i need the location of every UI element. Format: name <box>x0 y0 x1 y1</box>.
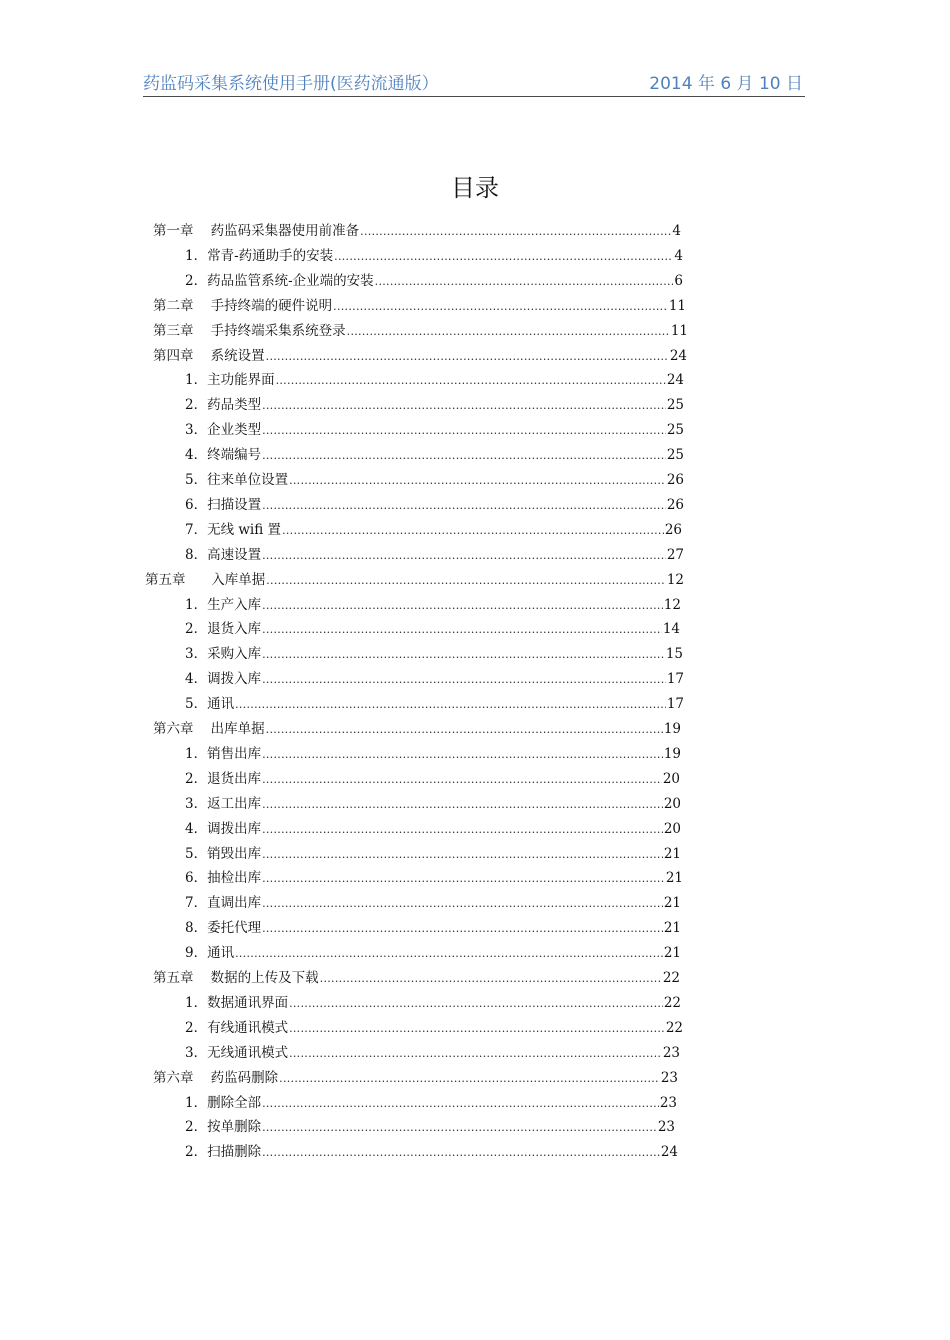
toc-entry-label: 5．往来单位设置 <box>185 472 289 488</box>
toc-entry-page-number: 25 <box>666 397 684 414</box>
toc-entry-page-number: 19 <box>663 721 681 737</box>
toc-entry-label: 4．调拨入库 <box>185 671 262 688</box>
toc-heading: 目录 <box>451 174 499 202</box>
toc-entry-page-number: 24 <box>660 1144 678 1161</box>
toc-entry-label: 1．生产入库 <box>185 596 262 613</box>
toc-entry-label: 5．销毁出库 <box>185 845 262 862</box>
toc-entry-page-number: 23 <box>657 1119 675 1136</box>
toc-entry[interactable] <box>185 619 680 639</box>
toc-dot-leader <box>334 247 673 267</box>
toc-entry-page-number: 26 <box>666 496 684 513</box>
toc-entry-page-number: 4 <box>672 223 681 239</box>
toc-entry-label: 2．扫描删除 <box>185 1144 262 1161</box>
toc-entry-page-number: 24 <box>669 347 687 364</box>
toc-dot-leader <box>262 645 665 665</box>
toc-entry[interactable] <box>185 595 681 615</box>
toc-entry-label: 5．通讯 <box>185 696 235 713</box>
toc-entry-page-number: 21 <box>663 845 681 862</box>
document-date: 2014 年 6 月 10 日 <box>649 74 803 94</box>
toc-entry-label: 第六章 药监码删除 <box>153 1069 279 1086</box>
toc-entry-label: 1．删除全部 <box>185 1094 262 1111</box>
toc-entry-page-number: 22 <box>662 970 680 986</box>
toc-entry-label: 3．企业类型 <box>185 422 262 439</box>
toc-entry-page-number: 24 <box>666 372 684 389</box>
toc-entry[interactable] <box>185 744 681 764</box>
toc-entry-label: 2．退货出库 <box>185 770 262 787</box>
toc-entry[interactable] <box>185 445 684 465</box>
toc-entry-page-number: 4 <box>674 247 683 264</box>
toc-entry-page-number: 23 <box>659 1094 677 1111</box>
toc-entry[interactable] <box>185 370 684 390</box>
toc-entry[interactable] <box>145 570 684 590</box>
toc-entry-page-number: 15 <box>665 646 683 663</box>
toc-entry[interactable] <box>185 545 684 565</box>
toc-entry-label: 6．抽检出库 <box>185 870 262 887</box>
toc-entry-label: 2．药品类型 <box>185 397 262 414</box>
toc-entry[interactable] <box>185 918 681 938</box>
toc-dot-leader <box>262 620 662 640</box>
toc-entry-label: 1．销售出库 <box>185 745 262 762</box>
toc-entry-label: 1．主功能界面 <box>185 372 275 389</box>
toc-dot-leader <box>262 396 666 416</box>
toc-entry[interactable] <box>185 993 681 1013</box>
toc-entry[interactable] <box>153 1068 678 1088</box>
toc-dot-leader <box>262 496 666 516</box>
toc-entry-page-number: 22 <box>665 1019 683 1036</box>
toc-entry[interactable] <box>185 271 683 291</box>
toc-dot-leader <box>266 571 666 591</box>
toc-entry-label: 7．无线 wifi 置 <box>185 521 282 538</box>
toc-entry[interactable] <box>185 868 683 888</box>
toc-dot-leader <box>347 322 670 342</box>
toc-entry[interactable] <box>185 769 680 789</box>
toc-entry-label: 6．扫描设置 <box>185 496 262 513</box>
toc-entry[interactable] <box>185 1018 683 1038</box>
toc-entry-label: 7．直调出库 <box>185 895 262 912</box>
toc-entry[interactable] <box>185 694 684 714</box>
toc-entry[interactable] <box>153 346 687 366</box>
toc-entry[interactable] <box>185 644 683 664</box>
toc-entry-label: 2．有线通讯模式 <box>185 1019 289 1036</box>
toc-entry[interactable] <box>153 221 681 241</box>
toc-entry-page-number: 21 <box>663 945 681 962</box>
toc-entry-page-number: 19 <box>663 745 681 762</box>
toc-entry-label: 第三章 手持终端采集系统登录 <box>153 322 346 339</box>
toc-dot-leader <box>360 222 671 242</box>
toc-entry-page-number: 26 <box>664 521 682 538</box>
page-header <box>143 66 805 97</box>
toc-dot-leader <box>262 869 665 889</box>
toc-entry-page-number: 27 <box>666 546 684 563</box>
toc-entry-page-number: 21 <box>665 870 683 887</box>
toc-entry-page-number: 20 <box>663 795 681 812</box>
toc-dot-leader <box>262 820 663 840</box>
toc-entry[interactable] <box>153 719 681 739</box>
toc-entry-label: 第六章 出库单据 <box>153 721 265 737</box>
toc-entry-label: 2．按单删除 <box>185 1119 262 1136</box>
toc-dot-leader <box>235 944 663 964</box>
toc-dot-leader <box>289 994 663 1014</box>
toc-entry-label: 3．采购入库 <box>185 646 262 663</box>
toc-entry-label: 第四章 系统设置 <box>153 347 265 364</box>
toc-entry[interactable] <box>185 420 684 440</box>
toc-entry-label: 3．返工出库 <box>185 795 262 812</box>
toc-entry[interactable] <box>185 794 681 814</box>
toc-entry-label: 8．委托代理 <box>185 920 262 937</box>
toc-entry-page-number: 25 <box>666 447 684 464</box>
toc-dot-leader <box>262 1118 657 1138</box>
toc-dot-leader <box>262 546 666 566</box>
toc-dot-leader <box>276 371 666 391</box>
toc-dot-leader <box>333 297 668 317</box>
toc-entry-page-number: 21 <box>663 920 681 937</box>
toc-entry[interactable] <box>185 395 684 415</box>
toc-dot-leader <box>320 969 662 989</box>
toc-entry-label: 第五章 数据的上传及下载 <box>153 970 319 986</box>
toc-entry[interactable] <box>185 669 684 689</box>
toc-entry-label: 9．通讯 <box>185 945 235 962</box>
toc-entry[interactable] <box>185 495 684 515</box>
toc-entry-page-number: 11 <box>668 297 686 314</box>
toc-dot-leader <box>262 845 663 865</box>
document-title: 药监码采集系统使用手册(医药流通版） <box>143 74 439 94</box>
toc-entry[interactable] <box>185 520 682 540</box>
toc-dot-leader <box>289 1019 665 1039</box>
toc-dot-leader <box>279 1069 660 1089</box>
toc-entry-label: 1．数据通讯界面 <box>185 994 289 1011</box>
toc-dot-leader <box>262 770 662 790</box>
toc-dot-leader <box>282 521 664 541</box>
toc-entry[interactable] <box>153 296 686 316</box>
toc-entry-page-number: 21 <box>663 895 681 912</box>
toc-entry-page-number: 12 <box>663 596 681 613</box>
toc-entry[interactable] <box>153 321 688 341</box>
toc-dot-leader <box>235 695 666 715</box>
toc-entry-label: 2．药品监管系统-企业端的安装 <box>185 272 374 289</box>
toc-dot-leader <box>262 919 663 939</box>
toc-dot-leader <box>262 421 666 441</box>
toc-dot-leader <box>289 1044 662 1064</box>
toc-entry-page-number: 23 <box>662 1044 680 1061</box>
toc-entry-page-number: 14 <box>662 621 680 638</box>
toc-entry-label: 2．退货入库 <box>185 621 262 638</box>
toc-entry-label: 4．调拨出库 <box>185 820 262 837</box>
toc-entry-page-number: 26 <box>666 472 684 488</box>
toc-entry-label: 第一章 药监码采集器使用前准备 <box>153 223 360 239</box>
toc-dot-leader <box>375 272 674 292</box>
toc-entry[interactable] <box>185 819 681 839</box>
toc-entry-page-number: 12 <box>666 571 684 588</box>
toc-entry-page-number: 11 <box>670 322 688 339</box>
toc-entry-label: 4．终端编号 <box>185 447 262 464</box>
toc-dot-leader <box>262 745 663 765</box>
toc-entry-page-number: 17 <box>666 671 684 688</box>
toc-entry[interactable] <box>185 844 681 864</box>
toc-dot-leader <box>262 894 663 914</box>
toc-dot-leader <box>262 1143 660 1163</box>
toc-entry-label: 第二章 手持终端的硬件说明 <box>153 297 333 314</box>
toc-entry[interactable] <box>185 1117 675 1137</box>
toc-entry-label: 3．无线通讯模式 <box>185 1044 289 1061</box>
toc-entry[interactable] <box>185 1142 678 1162</box>
toc-entry-page-number: 25 <box>666 422 684 439</box>
toc-dot-leader <box>266 347 669 367</box>
toc-entry-label: 1．常青-药通助手的安装 <box>185 247 334 264</box>
toc-entry-page-number: 22 <box>663 994 681 1011</box>
toc-entry-page-number: 17 <box>666 696 684 713</box>
toc-dot-leader <box>262 670 666 690</box>
toc-dot-leader <box>262 1094 659 1114</box>
toc-entry-page-number: 23 <box>660 1069 678 1086</box>
toc-dot-leader <box>262 795 663 815</box>
toc-entry[interactable] <box>185 1043 680 1063</box>
toc-entry-label: 第五章 入库单据 <box>145 571 266 588</box>
toc-entry[interactable] <box>153 968 680 988</box>
toc-dot-leader <box>289 471 666 491</box>
toc-entry-page-number: 20 <box>663 820 681 837</box>
toc-dot-leader <box>262 446 666 466</box>
toc-entry[interactable] <box>185 893 681 913</box>
toc-entry-page-number: 20 <box>662 770 680 787</box>
toc-entry-label: 8．高速设置 <box>185 546 262 563</box>
toc-entry[interactable] <box>185 1093 677 1113</box>
toc-entry[interactable] <box>185 470 684 490</box>
toc-dot-leader <box>262 596 663 616</box>
toc-entry[interactable] <box>185 246 683 266</box>
toc-entry-page-number: 6 <box>674 272 683 289</box>
toc-entry[interactable] <box>185 943 681 963</box>
toc-dot-leader <box>266 720 663 740</box>
